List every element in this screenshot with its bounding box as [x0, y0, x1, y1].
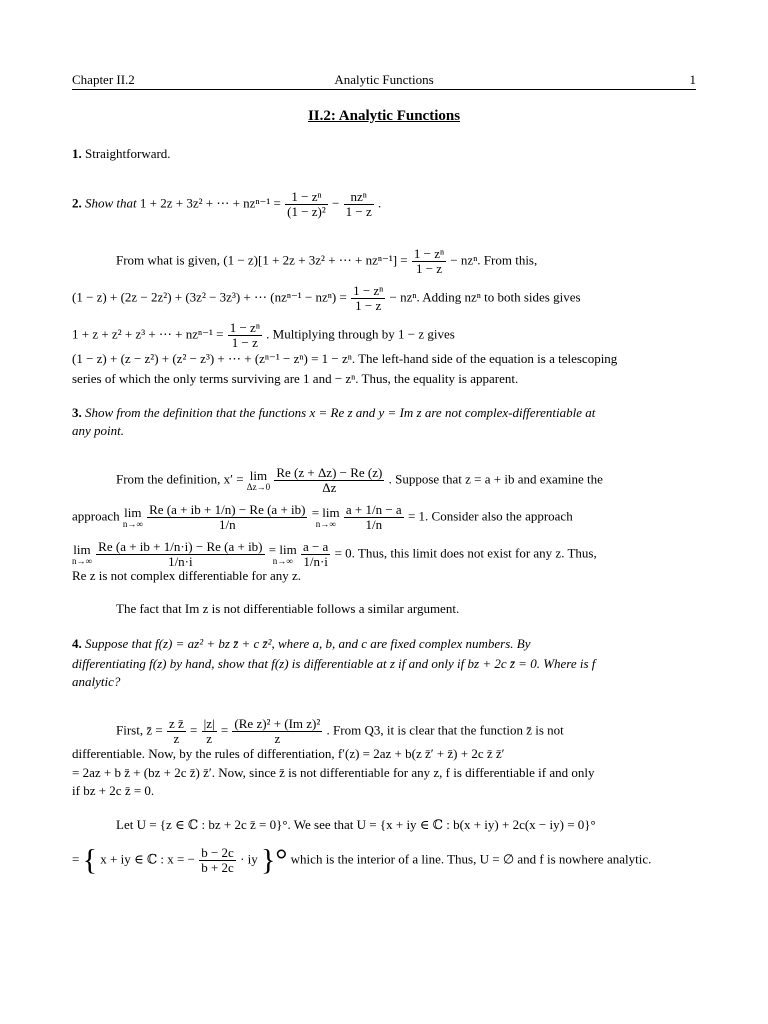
- problem-number: 2.: [72, 195, 82, 211]
- set-close-brace: }°: [261, 843, 288, 877]
- problem-2-line-4: (1 − z) + (z − z²) + (z² − z³) + ⋯ + (zⁿ⁻¹ − zⁿ) = 1 − zⁿ. The left-hand side of the equation is a telescoping: [72, 351, 618, 366]
- denominator: z: [202, 731, 217, 746]
- problem-3-line-4: Re z is not complex differentiable for any z.: [72, 568, 301, 583]
- numerator: 1 − zⁿ: [291, 189, 322, 204]
- denominator: z: [232, 731, 322, 746]
- numerator: Re (a + ib + 1/n·i) − Re (a + ib): [98, 539, 263, 554]
- problem-number: 3.: [72, 405, 82, 420]
- numerator: z z̄: [168, 716, 184, 731]
- operator: −: [332, 195, 340, 211]
- operator: =: [220, 722, 229, 738]
- problem-2-line-2: [72, 284, 581, 313]
- problem-text: Straightforward.: [85, 146, 171, 161]
- problem-2-line-1: [116, 247, 537, 276]
- problem-2-statement: [72, 190, 381, 219]
- statement-text: Show from the definition that the functions x = Re z and y = Im z are not complex-differentiable at: [85, 405, 596, 420]
- expression: (1 − z) + (2z − 2z²) + (3z² − 3z³) + ⋯ (nzⁿ⁻¹ − nzⁿ) =: [72, 289, 347, 305]
- denominator: 1 − z: [412, 261, 446, 276]
- problem-1: [72, 146, 171, 162]
- limit: [72, 541, 92, 566]
- text: = 1. Consider also the approach: [407, 508, 573, 524]
- problem-3-statement-line-2: any point.: [72, 423, 124, 438]
- numerator: |z|: [203, 716, 215, 731]
- numerator: b − 2c: [201, 845, 234, 860]
- set-open-brace: {: [82, 843, 97, 877]
- problem-number: 4.: [72, 636, 82, 651]
- page-header: [72, 72, 696, 90]
- limit-subscript: Δz→0: [246, 481, 271, 492]
- statement-text: Suppose that f(z) = az² + bz z̄ + c z̄², where a, b, and c are fixed complex numbers. By: [85, 636, 531, 651]
- limit: [311, 504, 340, 529]
- limit-word: = lim: [268, 541, 297, 557]
- set-expression: · iy: [240, 851, 258, 867]
- problem-4-line-3: = 2az + b z̄ + (bz + 2c z̄) z̄′. Now, since z̄ is not differentiable for any z, f is differentiable if and only: [72, 765, 595, 780]
- limit: [268, 541, 297, 566]
- numerator: 1 − zⁿ: [353, 283, 384, 298]
- fraction: [202, 717, 217, 746]
- header-page-number: 1: [689, 72, 696, 87]
- fraction: [96, 540, 264, 569]
- problem-4-line-5: Let U = {z ∈ ℂ : bz + 2c z̄ = 0}°. We see that U = {x + iy ∈ ℂ : b(x + iy) + 2c(x − iy) = 0}°: [116, 817, 596, 832]
- text: . Multiplying through by 1 − z gives: [266, 326, 455, 342]
- limit-subscript: n→∞: [315, 518, 336, 529]
- limit-word: lim: [249, 467, 268, 483]
- problem-4-statement-line-3: analytic?: [72, 674, 121, 689]
- denominator: (1 − z)²: [287, 204, 326, 219]
- denominator: 1 − z: [351, 298, 385, 313]
- denominator: b + 2c: [201, 860, 234, 875]
- fraction: [167, 717, 186, 746]
- limit-subscript: n→∞: [72, 555, 92, 566]
- fraction: [301, 540, 330, 569]
- fraction: [228, 321, 262, 350]
- limit-subscript: n→∞: [122, 518, 143, 529]
- header-title: Analytic Functions: [334, 72, 434, 87]
- fraction: [285, 190, 328, 219]
- limit: [246, 467, 271, 492]
- limit-word: = lim: [311, 504, 340, 520]
- problem-2-line-5: series of which the only terms surviving are 1 and − zⁿ. Thus, the equality is apparent.: [72, 371, 519, 386]
- denominator: z: [167, 731, 186, 746]
- numerator: (Re z)² + (Im z)²: [234, 716, 321, 731]
- numerator: a − a: [302, 539, 329, 554]
- problem-3-line-3: [72, 540, 597, 569]
- denominator: 1/n·i: [96, 554, 264, 569]
- numerator: Re (z + Δz) − Re (z): [276, 465, 383, 480]
- fraction: [344, 503, 404, 532]
- set-expression: x + iy ∈ ℂ : x = −: [100, 851, 195, 867]
- operator: =: [190, 722, 198, 738]
- fraction: [412, 247, 446, 276]
- problem-2-line-3: [72, 321, 455, 350]
- limit-word: lim: [73, 541, 91, 557]
- text: − nzⁿ. From this,: [450, 252, 538, 268]
- fraction: [344, 190, 374, 219]
- operator: =: [72, 851, 80, 867]
- limit-word: lim: [124, 504, 142, 520]
- problem-3-line-2: [72, 503, 573, 532]
- text: approach: [72, 508, 120, 524]
- denominator: 1/n: [344, 517, 404, 532]
- statement-prefix: Show that: [85, 195, 137, 211]
- numerator: Re (a + ib + 1/n) − Re (a + ib): [149, 502, 306, 517]
- denominator: 1/n·i: [301, 554, 330, 569]
- problem-4-statement-line-1: [72, 636, 530, 652]
- denominator: 1/n: [147, 517, 307, 532]
- problem-4-line-4: if bz + 2c z̄ = 0.: [72, 783, 155, 798]
- problem-3-statement-line-1: [72, 405, 595, 421]
- problem-4-statement-line-2: differentiating f(z) by hand, show that f(z) is differentiable at z if and only if bz + 2c z̄ = 0. Where is f: [72, 656, 596, 671]
- limit-subscript: n→∞: [272, 555, 293, 566]
- text: From the definition, x′ =: [116, 471, 244, 487]
- limit: [122, 504, 143, 529]
- text: . Suppose that z = a + ib and examine the: [388, 471, 603, 487]
- fraction: [274, 466, 384, 495]
- problem-3-line-5: The fact that Im z is not differentiable follows a similar argument.: [116, 601, 460, 616]
- period: .: [378, 195, 382, 211]
- text: From what is given,: [116, 252, 220, 268]
- denominator: 1 − z: [228, 335, 262, 350]
- problem-4-line-1: [116, 717, 564, 746]
- numerator: nzⁿ: [350, 189, 367, 204]
- text: . From Q3, it is clear that the function z̄ is not: [326, 722, 564, 738]
- expression: (1 − z)[1 + 2z + 3z² + ⋯ + nzⁿ⁻¹] =: [223, 252, 408, 268]
- fraction: [232, 717, 322, 746]
- numerator: 1 − zⁿ: [413, 246, 445, 261]
- header-rule: [72, 89, 696, 90]
- problem-3-line-1: [116, 466, 603, 495]
- problem-4-line-6: [72, 843, 652, 877]
- denominator: 1 − z: [345, 204, 372, 219]
- text: First, z̄ =: [116, 722, 163, 738]
- text: which is the interior of a line. Thus, U = ∅ and f is nowhere analytic.: [290, 851, 652, 867]
- fraction: [199, 846, 236, 875]
- page-title: II.2: Analytic Functions: [307, 108, 461, 124]
- expression: 1 + 2z + 3z² + ⋯ + nzⁿ⁻¹ =: [139, 195, 281, 211]
- problem-4-line-2: differentiable. Now, by the rules of differentiation, f′(z) = 2az + b(z z̄′ + z̄) + 2c z̄ z̄′: [72, 746, 505, 761]
- expression: 1 + z + z² + z³ + ⋯ + nzⁿ⁻¹ =: [72, 326, 224, 342]
- problem-number: 1.: [72, 146, 82, 161]
- text: = 0. Thus, this limit does not exist for any z. Thus,: [334, 545, 597, 561]
- numerator: 1 − zⁿ: [229, 320, 260, 335]
- fraction: [147, 503, 307, 532]
- fraction: [351, 284, 385, 313]
- text: − nzⁿ. Adding nzⁿ to both sides gives: [389, 289, 581, 305]
- header-chapter: Chapter II.2: [72, 72, 135, 87]
- numerator: a + 1/n − a: [345, 502, 402, 517]
- denominator: Δz: [274, 480, 384, 495]
